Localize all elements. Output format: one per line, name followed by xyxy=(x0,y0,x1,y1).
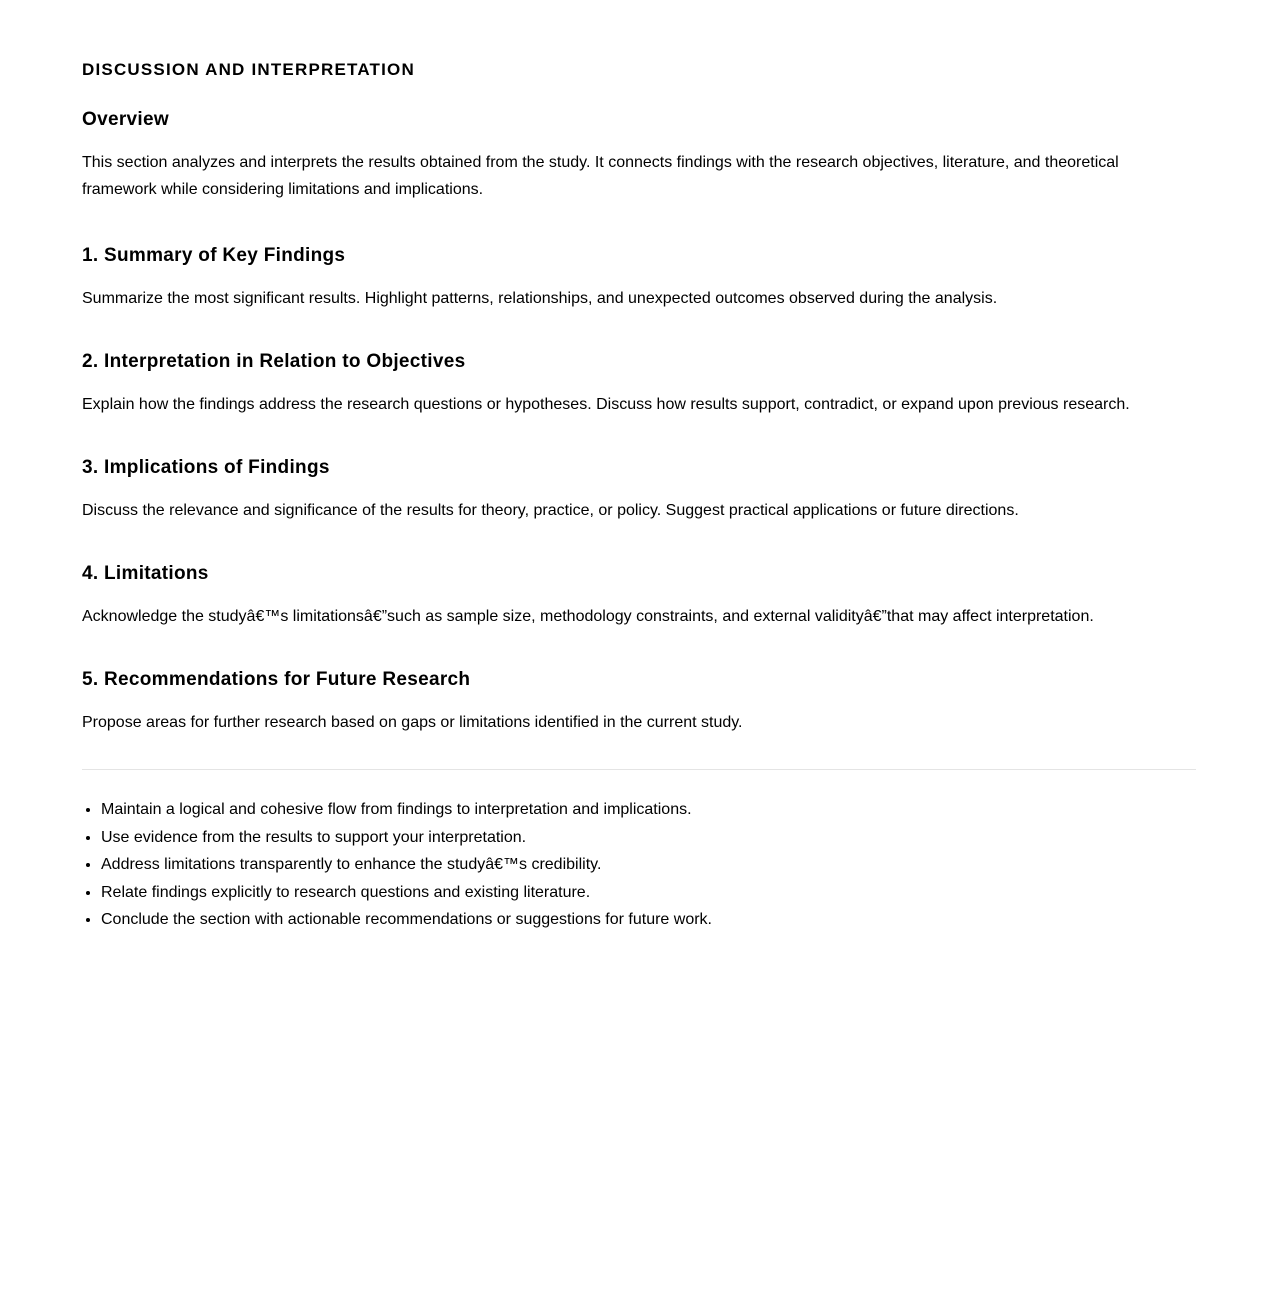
section-heading-summary: 1. Summary of Key Findings xyxy=(82,245,346,266)
section-heading-implications: 3. Implications of Findings xyxy=(82,457,330,478)
list-item: • Relate findings explicitly to research questions and existing literature. xyxy=(101,879,1196,907)
list-item: • Conclude the section with actionable recommendations or suggestions for future work. xyxy=(101,906,1196,934)
section-text-limitations: Acknowledge the studyâ€™s limitationsâ€”such as sample size, methodology constraints, and external validityâ€”that may affect interpretation. xyxy=(82,608,1094,625)
section-text-summary: Summarize the most significant results. Highlight patterns, relationships, and unexpected outcomes observed during the analysis. xyxy=(82,290,998,307)
section-heading-limitations: 4. Limitations xyxy=(82,563,209,584)
overview-text: This section analyzes and interprets the results obtained from the study. It connects findings with the research objectives, literature, and theoretical framework while considering limitations and implications. xyxy=(82,154,1119,198)
tips-list xyxy=(82,796,1196,934)
section-text-interpretation: Explain how the findings address the research questions or hypotheses. Discuss how results support, contradict, or expand upon previous research. xyxy=(82,396,1130,413)
section-heading-interpretation: 2. Interpretation in Relation to Objectives xyxy=(82,351,466,372)
section-divider xyxy=(82,769,1196,770)
list-item: • Use evidence from the results to support your interpretation. xyxy=(101,824,1196,852)
section-text-recommendations: Propose areas for further research based on gaps or limitations identified in the current study. xyxy=(82,714,743,731)
list-item: • Address limitations transparently to enhance the studyâ€™s credibility. xyxy=(101,851,1196,879)
list-item: • Maintain a logical and cohesive flow from findings to interpretation and implications. xyxy=(101,796,1196,824)
document-title: DISCUSSION AND INTERPRETATION xyxy=(82,60,415,79)
section-text-implications: Discuss the relevance and significance of the results for theory, practice, or policy. Suggest practical applications or future directions. xyxy=(82,502,1019,519)
section-heading-recommendations: 5. Recommendations for Future Research xyxy=(82,669,471,690)
overview-heading: Overview xyxy=(82,109,169,130)
